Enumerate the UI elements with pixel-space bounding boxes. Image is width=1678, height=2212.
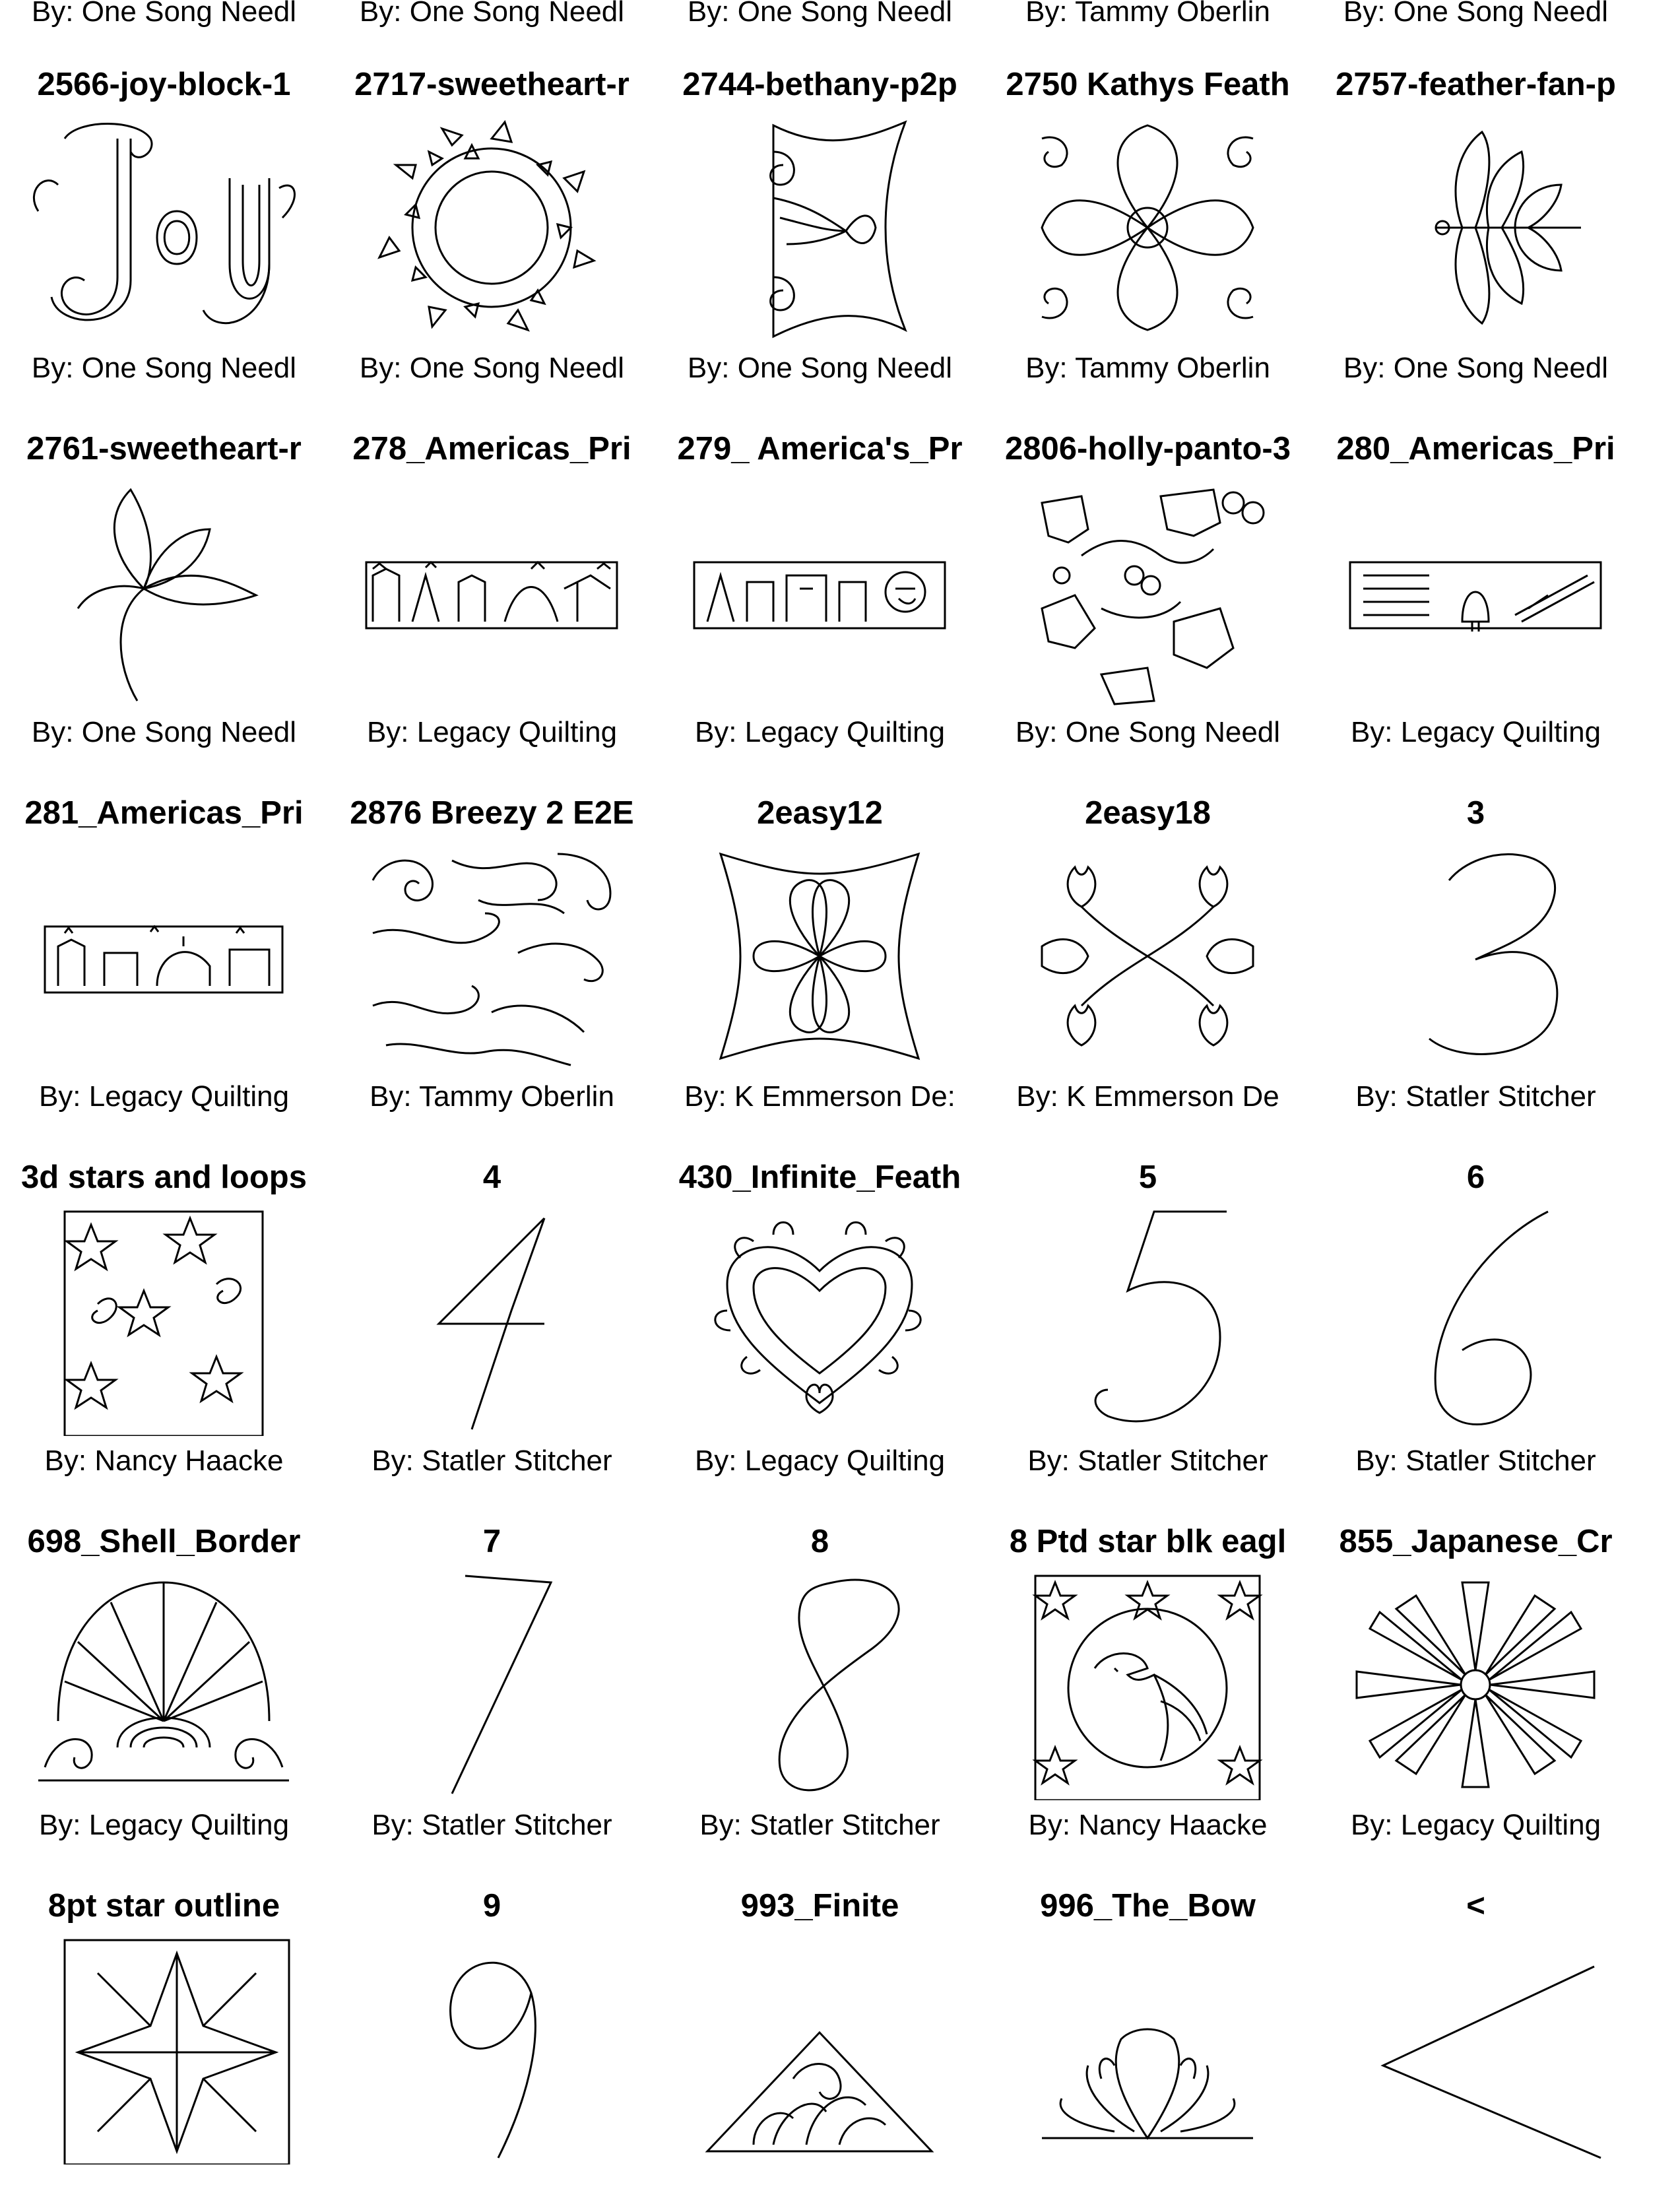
digit-5-icon (1002, 1205, 1293, 1436)
digit-6-icon (1330, 1205, 1621, 1436)
design-author: By: Legacy Quilting (1350, 716, 1601, 748)
feather-corner-icon (674, 112, 965, 343)
design-author: By: K Emmerson De (1016, 1080, 1279, 1113)
design-title: 698_Shell_Border (27, 1524, 301, 1559)
partial-author-1: By: One Song Needl (31, 0, 297, 28)
design-author: By: One Song Needl (359, 352, 625, 384)
design-card[interactable] (656, 1483, 984, 1848)
less-than-symbol-icon (1330, 1934, 1621, 2164)
design-card[interactable] (0, 755, 328, 1119)
design-card[interactable] (328, 1119, 656, 1483)
design-card[interactable] (984, 755, 1312, 1119)
design-title: 280_Americas_Pri (1336, 431, 1615, 467)
design-card[interactable] (984, 1848, 1312, 2212)
feather-fan-icon (1330, 112, 1621, 343)
design-title: 278_Americas_Pri (352, 431, 631, 467)
design-card[interactable] (656, 755, 984, 1119)
design-card[interactable] (328, 391, 656, 755)
design-title: 3d stars and loops (21, 1159, 307, 1195)
digit-4-icon (346, 1205, 637, 1436)
design-title: 279_ America's_Pr (677, 431, 963, 467)
design-author: By: Legacy Quilting (694, 716, 946, 748)
design-card[interactable] (984, 26, 1312, 391)
design-title: 2806-holly-panto-3 (1005, 431, 1291, 467)
design-title: 2easy18 (1085, 795, 1211, 831)
design-card[interactable] (1312, 1119, 1640, 1483)
design-card[interactable] (984, 1483, 1312, 1848)
design-card[interactable] (656, 26, 984, 391)
tulip-block-icon (1002, 841, 1293, 1072)
design-card[interactable] (656, 1848, 984, 2212)
design-author: By: Legacy Quilting (366, 716, 618, 748)
design-author: By: Nancy Haacke (44, 1445, 284, 1477)
design-title: 993_Finite (740, 1888, 899, 1924)
design-title: 430_Infinite_Feath (678, 1159, 961, 1195)
design-author: By: One Song Needl (1343, 352, 1609, 384)
digit-9-icon (346, 1934, 637, 2164)
eagle-star-block-icon (1002, 1569, 1293, 1800)
chrysanthemum-icon (1330, 1569, 1621, 1800)
design-card[interactable] (0, 391, 328, 755)
design-author: By: Statler Stitcher (371, 1445, 612, 1477)
design-card[interactable] (0, 1848, 328, 2212)
feather-heart-icon (674, 1205, 965, 1436)
design-author: By: One Song Needl (1015, 716, 1281, 748)
design-author: By: Tammy Oberlin (1025, 352, 1270, 384)
design-card[interactable] (1312, 391, 1640, 755)
design-author: By: Statler Stitcher (699, 1809, 940, 1841)
partial-author-4: By: Tammy Oberlin (1025, 0, 1270, 28)
design-title: 4 (482, 1159, 501, 1195)
design-title: 2750 Kathys Feath (1006, 67, 1290, 102)
design-author: By: K Emmerson De: (684, 1080, 955, 1113)
partial-author-5: By: One Song Needl (1343, 0, 1609, 28)
shell-border-icon (18, 1569, 309, 1800)
design-title: 8 Ptd star blk eagl (1009, 1524, 1287, 1559)
joy-lettering-icon (18, 112, 309, 343)
design-author: By: One Song Needl (31, 352, 297, 384)
design-author: By: One Song Needl (687, 352, 953, 384)
design-author: By: Statler Stitcher (1027, 1445, 1268, 1477)
design-card[interactable] (984, 1119, 1312, 1483)
design-author: By: Tammy Oberlin (370, 1080, 614, 1113)
design-author: By: Nancy Haacke (1028, 1809, 1268, 1841)
americana-border-icon (1330, 476, 1621, 707)
feather-triangle-icon (674, 1934, 965, 2164)
design-card[interactable] (328, 755, 656, 1119)
leaf-sprig-icon (18, 476, 309, 707)
design-card[interactable] (328, 1848, 656, 2212)
design-title: 3 (1466, 795, 1485, 831)
design-title: 7 (482, 1524, 501, 1559)
design-title: 5 (1138, 1159, 1157, 1195)
design-card[interactable] (1312, 1483, 1640, 1848)
design-title: 2744-bethany-p2p (682, 67, 957, 102)
design-title: 8 (810, 1524, 829, 1559)
feather-bow-icon (1002, 1934, 1293, 2164)
design-card[interactable] (0, 1119, 328, 1483)
design-title: 2876 Breezy 2 E2E (350, 795, 634, 831)
swirl-pattern-icon (346, 841, 637, 1072)
design-author: By: One Song Needl (31, 716, 297, 748)
design-card[interactable] (328, 1483, 656, 1848)
eight-point-star-icon (18, 1934, 309, 2164)
design-author: By: Statler Stitcher (1355, 1445, 1596, 1477)
design-author: By: Statler Stitcher (1355, 1080, 1596, 1113)
partial-author-3: By: One Song Needl (687, 0, 953, 28)
design-card[interactable] (656, 1119, 984, 1483)
design-title: 2761-sweetheart-r (26, 431, 302, 467)
design-card[interactable] (1312, 755, 1640, 1119)
design-title: 2717-sweetheart-r (354, 67, 629, 102)
design-author: By: Legacy Quilting (38, 1080, 290, 1113)
stars-loops-icon (18, 1205, 309, 1436)
design-card[interactable] (328, 26, 656, 391)
americana-border-icon (18, 841, 309, 1072)
design-title: 2566-joy-block-1 (37, 67, 291, 102)
feather-block-icon (1002, 112, 1293, 343)
design-title: 6 (1466, 1159, 1485, 1195)
design-author: By: Legacy Quilting (38, 1809, 290, 1841)
leaf-wreath-icon (346, 112, 637, 343)
petal-block-icon (674, 841, 965, 1072)
partial-author-2: By: One Song Needl (359, 0, 625, 28)
design-card[interactable] (984, 391, 1312, 755)
design-author: By: Statler Stitcher (371, 1809, 612, 1841)
design-card[interactable] (1312, 1848, 1640, 2212)
design-card[interactable] (0, 1483, 328, 1848)
design-title: 8pt star outline (48, 1888, 280, 1924)
americana-border-icon (674, 476, 965, 707)
design-title: 855_Japanese_Cr (1339, 1524, 1613, 1559)
americana-border-icon (346, 476, 637, 707)
design-title: 2757-feather-fan-p (1336, 67, 1616, 102)
design-card[interactable] (0, 26, 328, 391)
digit-3-icon (1330, 841, 1621, 1072)
digit-7-icon (346, 1569, 637, 1800)
holly-pantograph-icon (1002, 476, 1293, 707)
design-title: 996_The_Bow (1040, 1888, 1256, 1924)
design-author: By: Legacy Quilting (694, 1445, 946, 1477)
design-author: By: Legacy Quilting (1350, 1809, 1601, 1841)
design-card[interactable] (656, 391, 984, 755)
design-title: 2easy12 (757, 795, 883, 831)
design-card[interactable] (1312, 26, 1640, 391)
design-title: < (1466, 1888, 1485, 1924)
digit-8-icon (674, 1569, 965, 1800)
design-title: 281_Americas_Pri (24, 795, 304, 831)
design-title: 9 (482, 1888, 501, 1924)
